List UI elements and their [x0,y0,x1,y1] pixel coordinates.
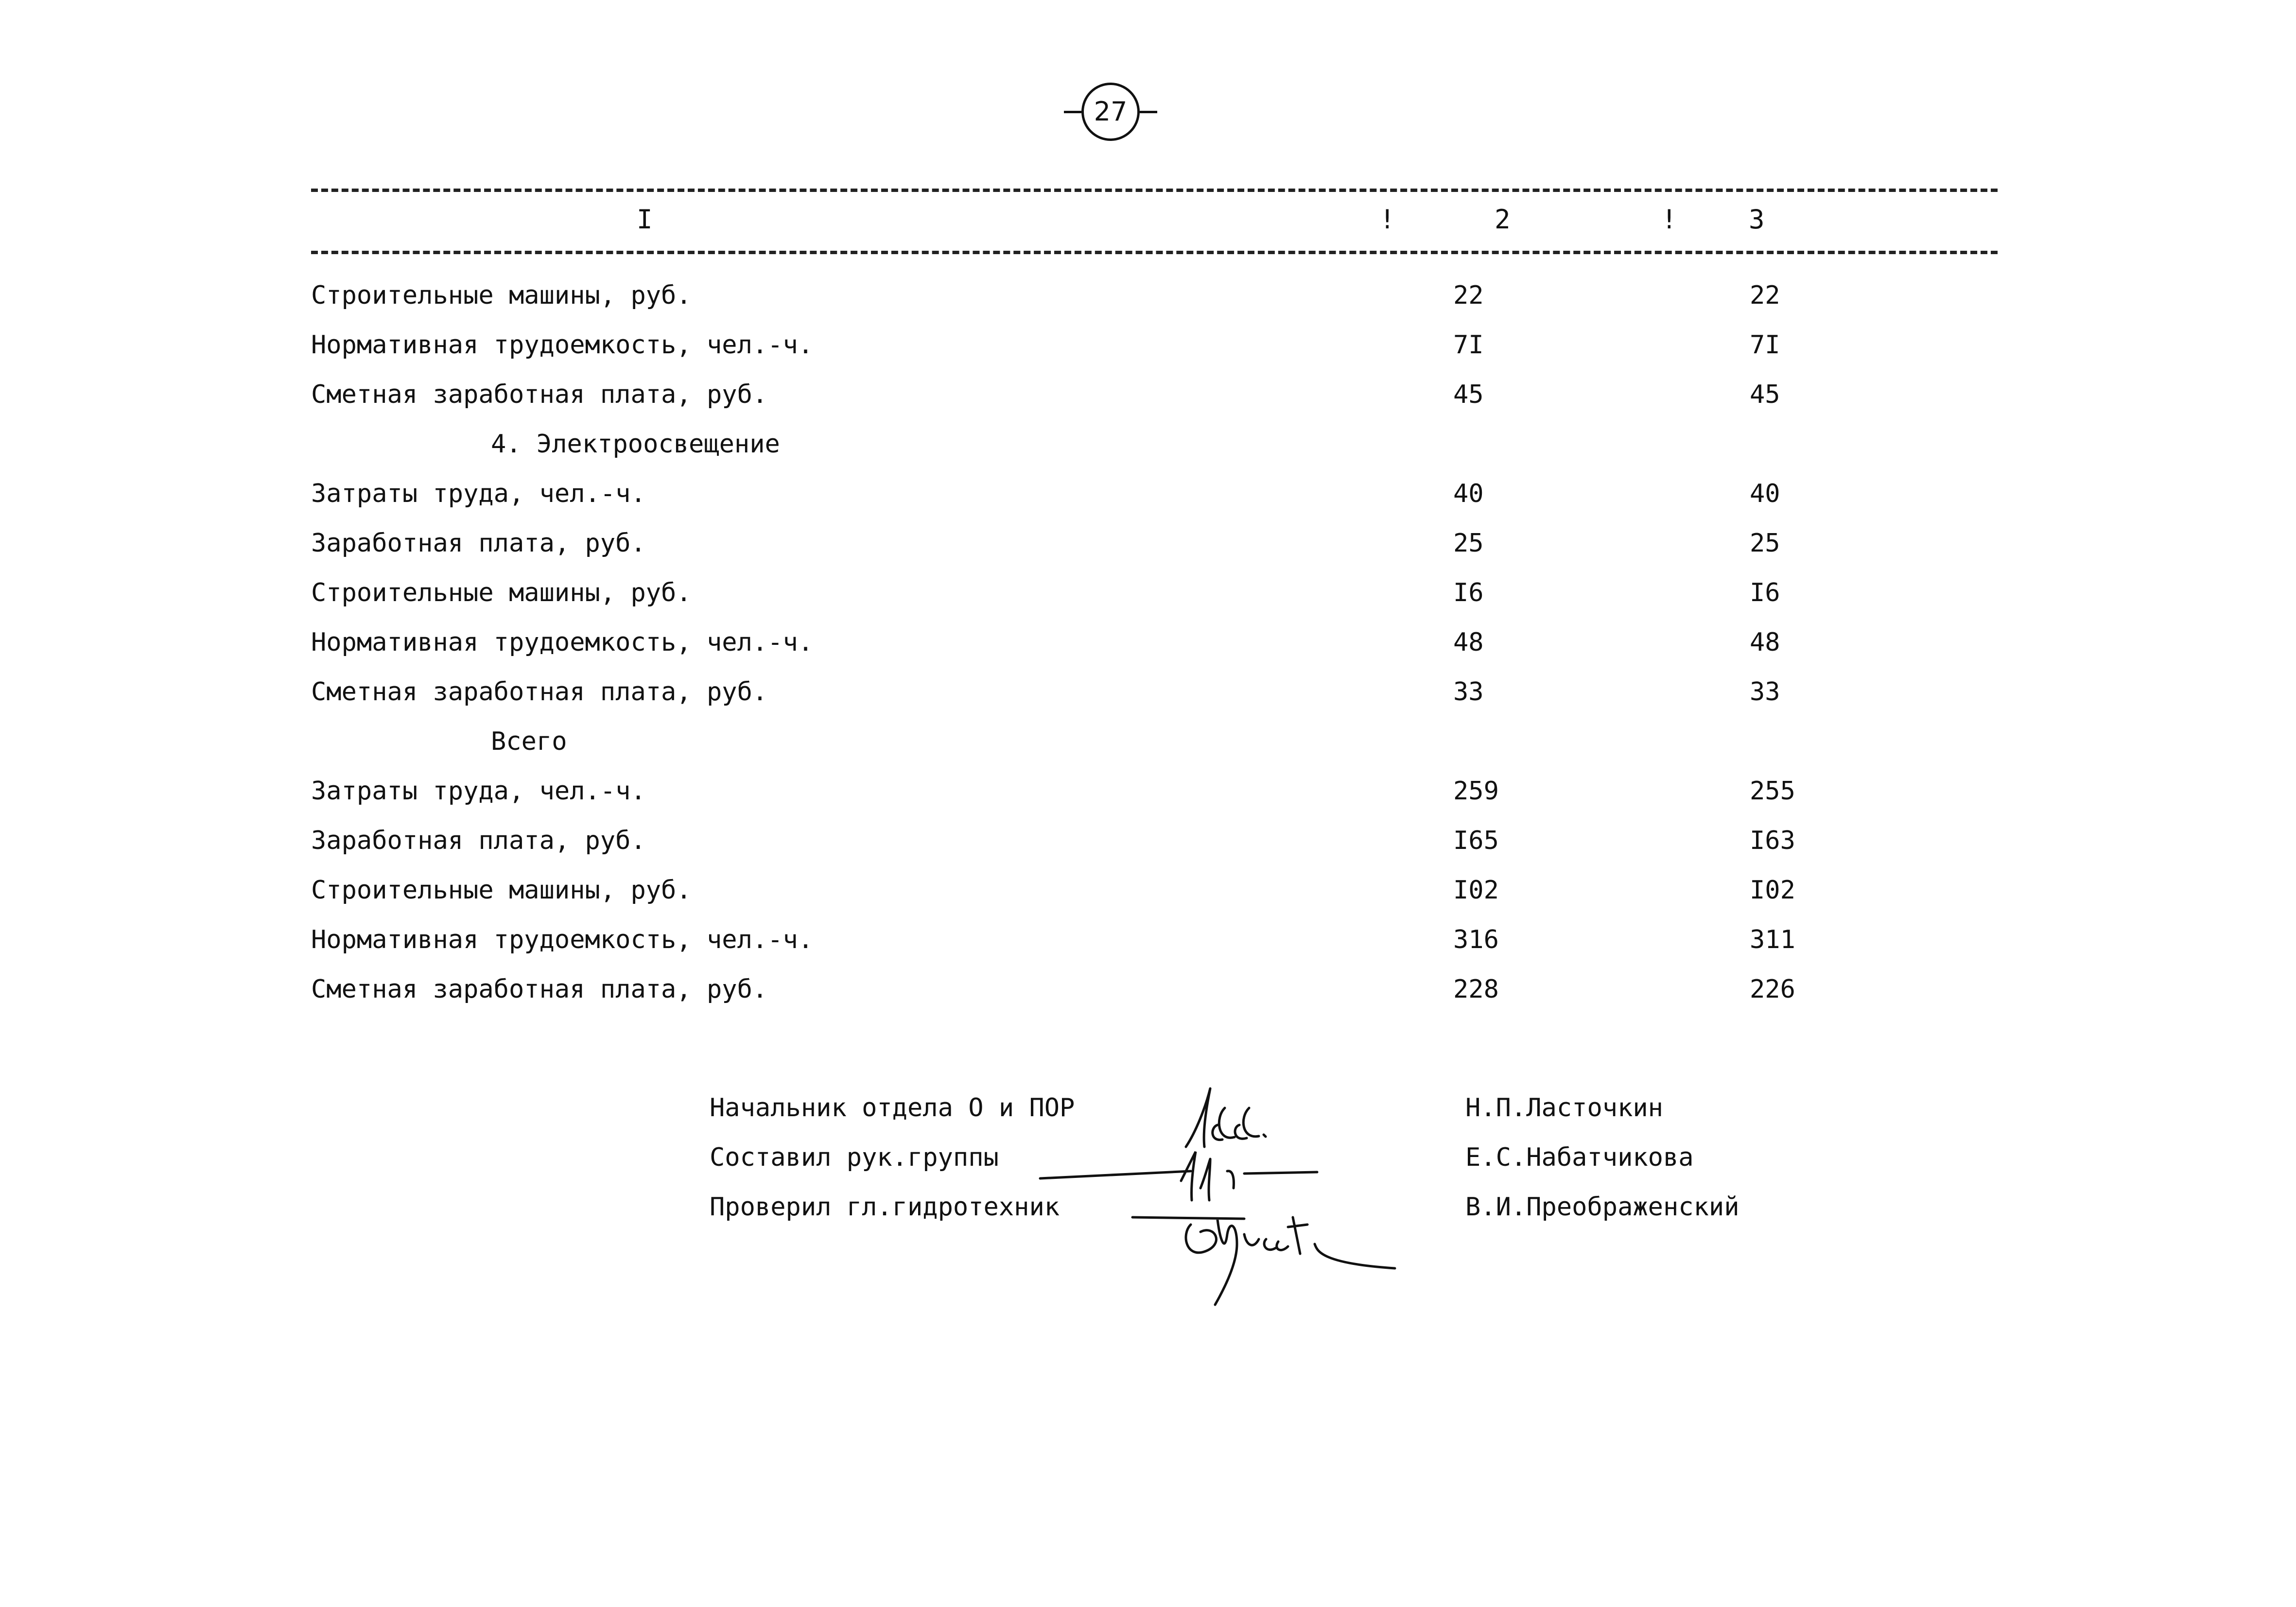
table-row [0,578,2296,627]
row-value-col3: 226 [1750,975,1795,1004]
column-header-2: 2 [1495,204,1511,235]
section-heading-row [0,430,2296,478]
section-heading: 4. Электроосвещение [491,430,780,459]
row-value-col2: 228 [1453,975,1499,1004]
row-value-col2: 7I [1453,330,1484,360]
row-label: Строительные машины, руб. [311,281,692,310]
row-value-col3: I63 [1750,826,1795,855]
column-header-separator-2: ! [1661,204,1677,235]
column-separator-1: ! [1379,204,1395,235]
row-label: Нормативная трудоемкость, чел.-ч. [311,628,814,657]
page-number-left-tick [1064,111,1081,113]
table-row [0,826,2296,875]
row-label: Нормативная трудоемкость, чел.-ч. [311,925,814,954]
row-value-col2: 22 [1453,281,1484,310]
column-header-1: I [637,204,653,235]
table-row [0,380,2296,429]
row-label: Нормативная трудоемкость, чел.-ч. [311,330,814,360]
row-value-col2: 45 [1453,380,1484,409]
table-row [0,628,2296,676]
column-header-3: 3 [1749,204,1765,235]
table-row [0,529,2296,577]
row-value-col3: 45 [1750,380,1780,409]
table-header-bottom-rule [311,251,1998,254]
table-row [0,677,2296,726]
row-value-col3: 40 [1750,479,1780,508]
row-label: Сметная заработная плата, руб. [311,975,768,1004]
signatory-title: Начальник отдела О и ПОР [710,1093,1075,1123]
row-label: Сметная заработная плата, руб. [311,677,768,707]
row-value-col2: 316 [1453,925,1499,954]
signatory-name: В.И.Преображенский [1465,1192,1739,1222]
table-row [0,876,2296,924]
row-label: Сметная заработная плата, руб. [311,380,768,409]
row-label: Заработная плата, руб. [311,826,646,855]
section-heading: Всего [491,727,567,756]
table-row [0,925,2296,974]
signatory-title: Составил рук.группы [710,1143,999,1172]
table-row [0,975,2296,1023]
row-value-col2: I65 [1453,826,1499,855]
table-row [0,479,2296,528]
table-row [0,330,2296,379]
row-value-col2: I02 [1453,876,1499,905]
row-value-col3: 25 [1750,529,1780,558]
page-number: 27 [1081,83,1140,141]
row-value-col3: 255 [1750,777,1795,806]
row-label: Затраты труда, чел.-ч. [311,479,646,508]
row-label: Заработная плата, руб. [311,529,646,558]
row-value-col2: 40 [1453,479,1484,508]
page-number-right-tick [1140,111,1157,113]
table-row [0,281,2296,329]
row-value-col2: I6 [1453,578,1484,607]
row-value-col3: I02 [1750,876,1795,905]
row-value-col3: 48 [1750,628,1780,657]
handwritten-signature-3 [1132,1205,1405,1312]
handwritten-signature-2 [1035,1142,1327,1205]
row-value-col2: 33 [1453,677,1484,707]
table-top-rule [311,189,1998,192]
row-label: Строительные машины, руб. [311,876,692,905]
row-value-col3: 311 [1750,925,1795,954]
row-label: Затраты труда, чел.-ч. [311,777,646,806]
signatory-title: Проверил гл.гидротехник [710,1192,1060,1222]
row-value-col3: I6 [1750,578,1780,607]
row-value-col3: 22 [1750,281,1780,310]
row-value-col3: 33 [1750,677,1780,707]
table-row [0,777,2296,825]
row-value-col2: 48 [1453,628,1484,657]
row-value-col2: 259 [1453,777,1499,806]
signatory-name: Е.С.Набатчикова [1465,1143,1694,1172]
row-value-col2: 25 [1453,529,1484,558]
row-value-col3: 7I [1750,330,1780,360]
row-label: Строительные машины, руб. [311,578,692,607]
section-heading-row [0,727,2296,776]
signatory-name: Н.П.Ласточкин [1465,1093,1663,1123]
